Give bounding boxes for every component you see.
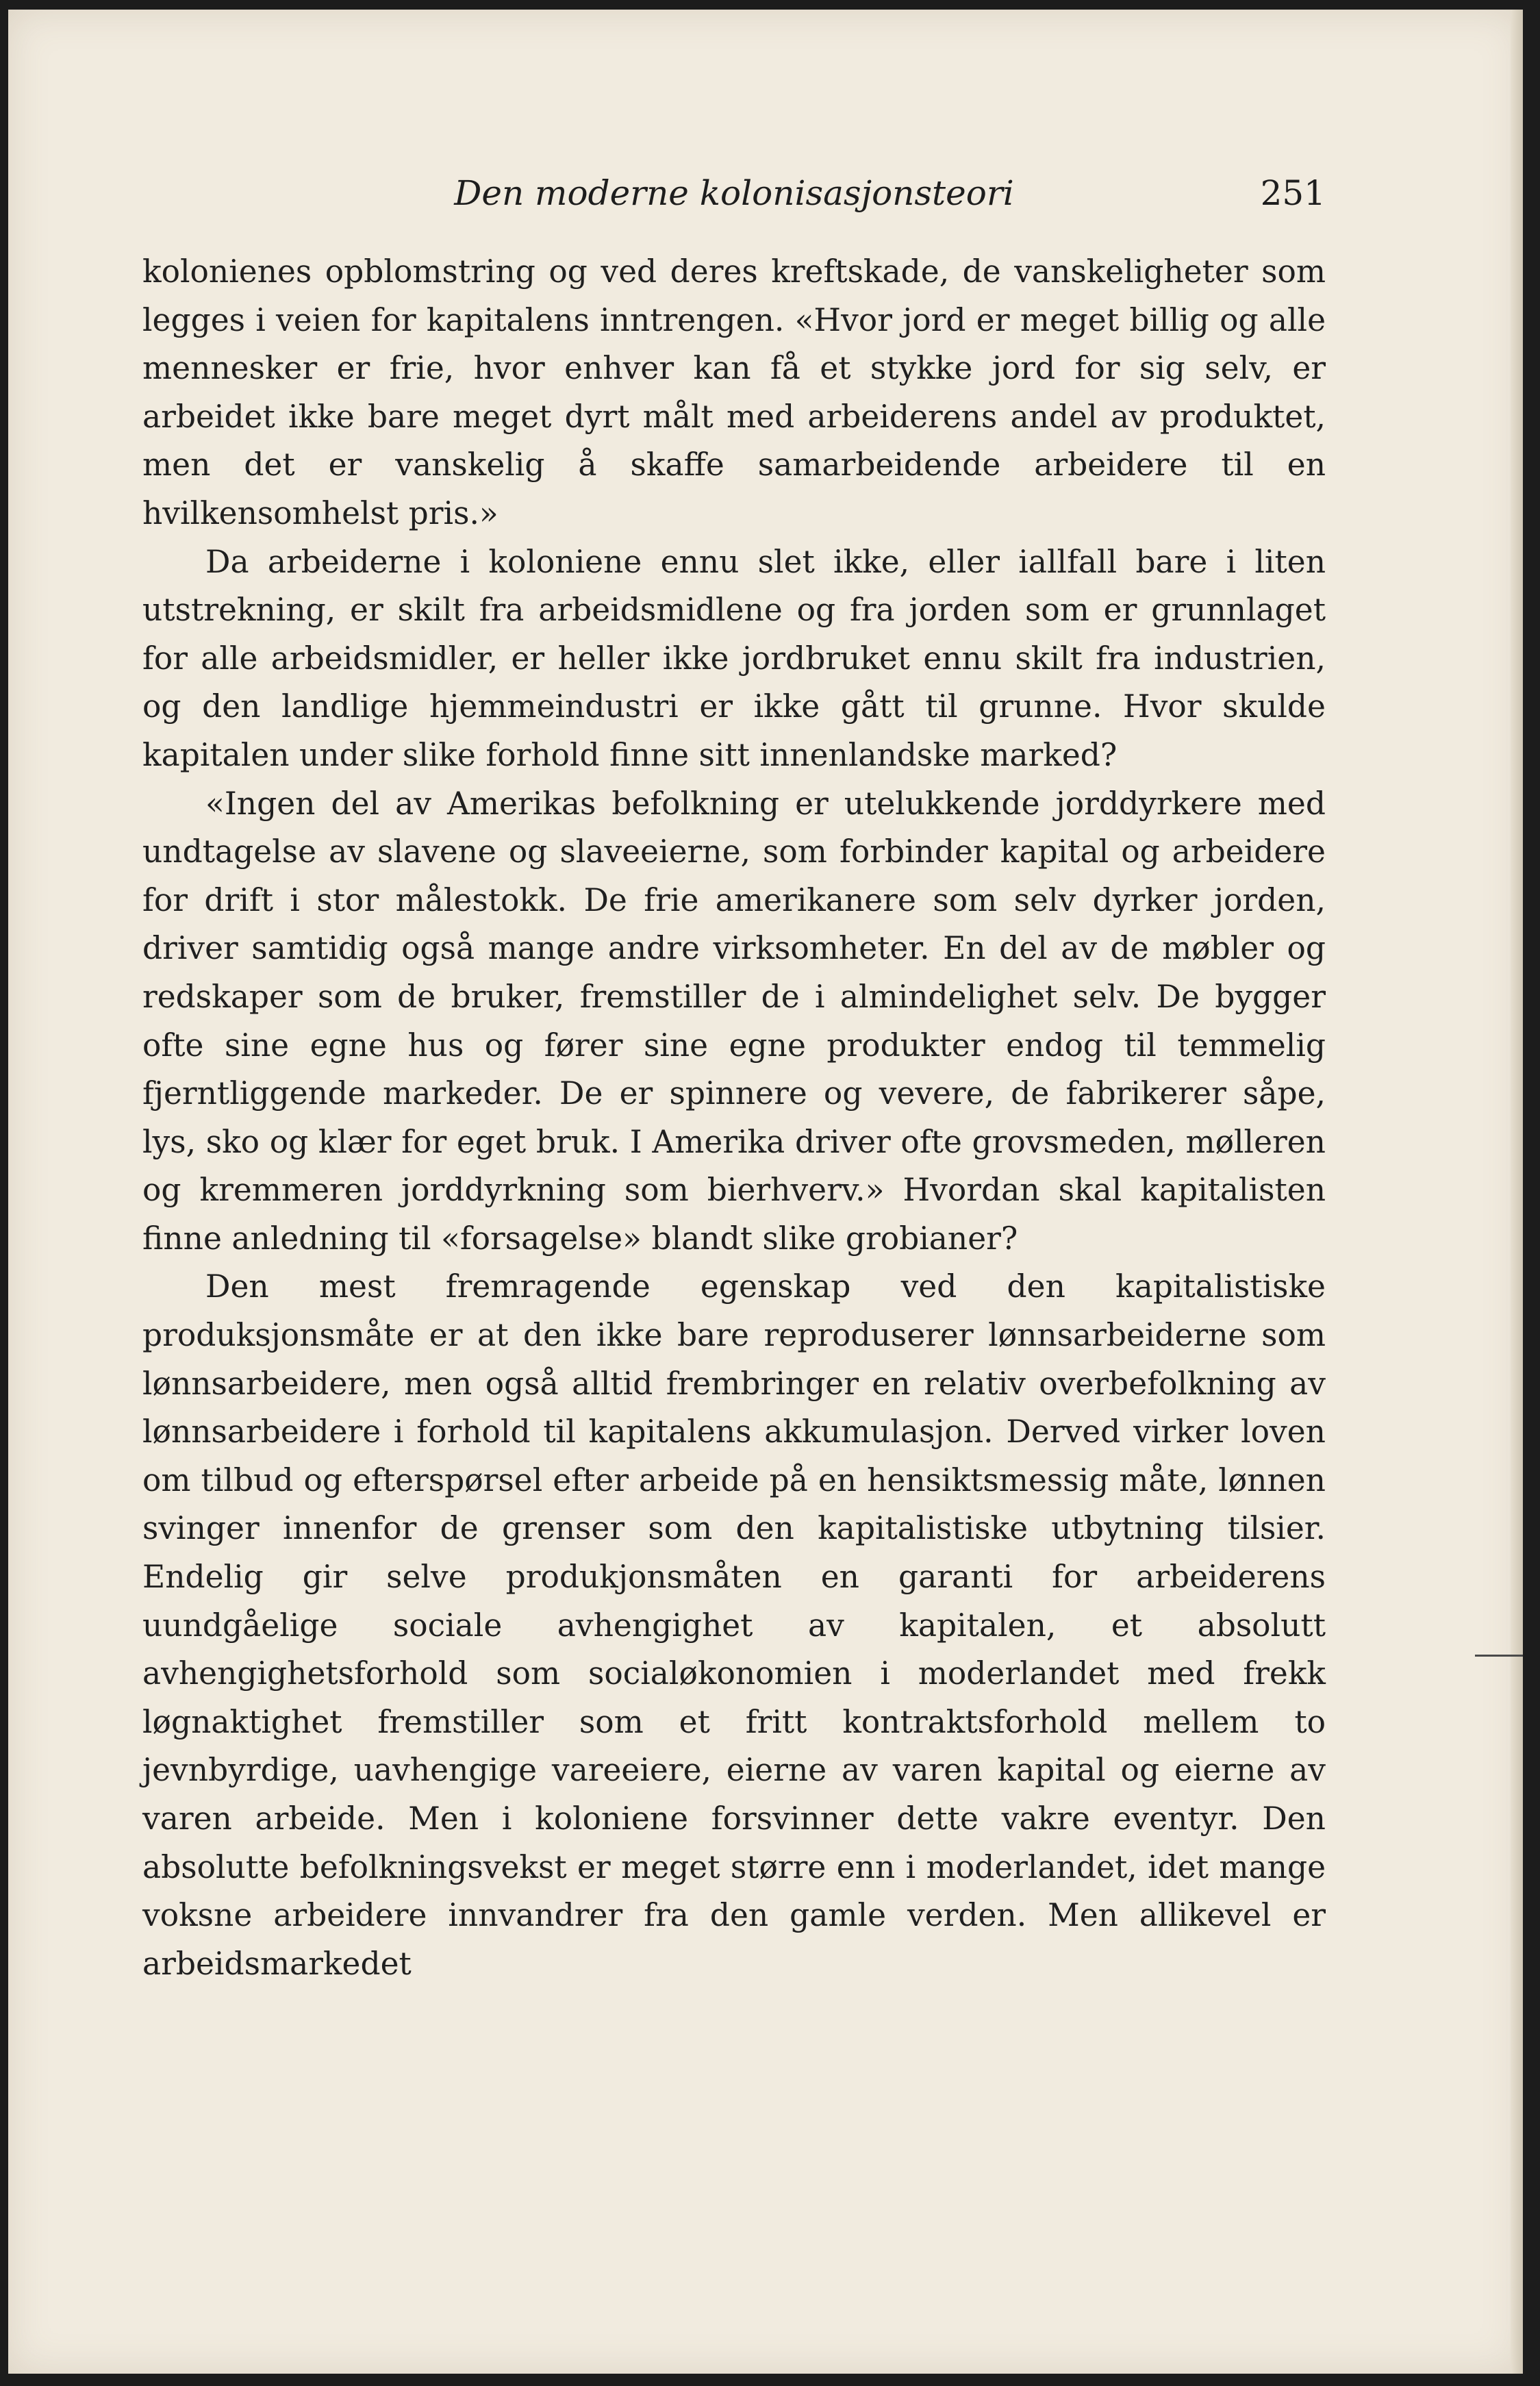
running-title: Den moderne kolonisasjonsteori xyxy=(454,173,1014,213)
book-page xyxy=(8,10,1523,2374)
margin-mark xyxy=(1475,1655,1523,1657)
paragraph-1: kolonienes opblomstring og ved deres kreftskade, de vanskeligheter som legges i veien for kapitalens inntrengen. «Hvor jord er meget billig og alle mennesker er frie, hvor enhver kan få et stykke jord for sig selv, er arbeidet ikke bare meget dyrt målt med arbeiderens andel av produktet, men det er vanskelig å skaffe samarbeidende arbeidere til en hvilkensomhelst pris.» xyxy=(142,253,1326,531)
body-text xyxy=(142,248,1326,1988)
paragraph-3: «Ingen del av Amerikas befolkning er utelukkende jorddyrkere med undtagelse av slavene og slaveeierne, som forbinder kapital og arbeidere for drift i stor målestokk. De frie amerikanere som selv dyrker jorden, driver samtidig også mange andre virksomheter. En del av de møbler og redskaper som de bruker, fremstiller de i almindelighet selv. De bygger ofte sine egne hus og fører sine egne produkter endog til temmelig fjerntliggende markeder. De er spinnere og vevere, de fabrikerer såpe, lys, sko og klær for eget bruk. I Amerika driver ofte grovsmeden, mølleren og kremmeren jorddyrkning som bierhverv.» Hvordan skal kapitalisten finne anledning til «forsagelse» blandt slike grobianer? xyxy=(142,785,1326,1257)
page-number: 251 xyxy=(1260,173,1326,213)
paragraph-4: Den mest fremragende egenskap ved den kapitalistiske produksjonsmåte er at den ikke bare reproduserer lønnsarbeiderne som lønnsarbeidere, men også alltid frembringer en relativ overbefolkning av lønnsarbeidere i forhold til kapitalens akkumulasjon. Derved virker loven om tilbud og efterspørsel efter arbeide på en hensiktsmessig måte, lønnen svinger innenfor de grenser som den kapitalistiske utbytning tilsier. Endelig gir selve produkjonsmåten en garanti for arbeiderens uundgåelige sociale avhengighet av kapitalen, et absolutt avhengighetsforhold som socialøkonomien i moderlandet med frekk løgnaktighet fremstiller som et fritt kontraktsforhold mellem to jevnbyrdige, uavhengige vareeiere, eierne av varen kapital og eierne av varen arbeide. Men i koloniene forsvinner dette vakre eventyr. Den absolutte befolkningsvekst er meget større enn i moderlandet, idet mange voksne arbeidere innvandrer fra den gamle verden. Men allikevel er arbeidsmarkedet xyxy=(142,1268,1326,1982)
paragraph-2: Da arbeiderne i koloniene ennu slet ikke, eller iallfall bare i liten utstrekning, er skilt fra arbeidsmidlene og fra jorden som er grunnlaget for alle arbeidsmidler, er heller ikke jordbruket ennu skilt fra industrien, og den landlige hjemmeindustri er ikke gått til grunne. Hvor skulde kapitalen under slike forhold finne sitt innenlandske marked? xyxy=(142,543,1326,773)
page-edge xyxy=(1511,10,1523,2374)
running-header xyxy=(142,166,1326,221)
